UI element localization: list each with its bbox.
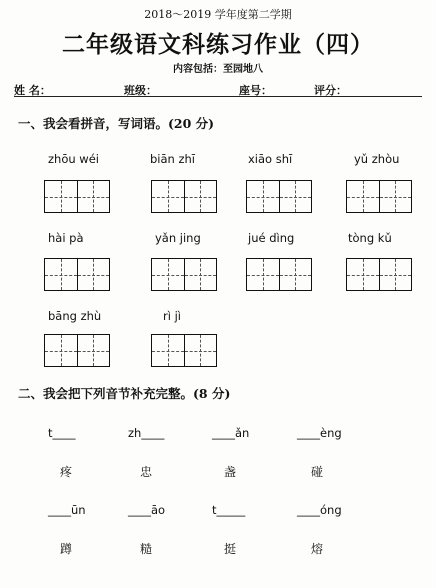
pinyin-label: bāng zhù (48, 309, 102, 323)
syllable-blank[interactable]: ____āo (128, 503, 166, 517)
hanzi-char: 糙 (140, 542, 153, 556)
term-label: 2018～2019 学年度第二学期 (144, 8, 292, 21)
content-scope: 内容包括：至园地八 (173, 64, 263, 75)
writing-grid[interactable] (44, 258, 110, 291)
pinyin-label: yǔ zhòu (354, 152, 400, 166)
syllable-blank[interactable]: ____èng (297, 426, 342, 440)
hanzi-char: 熔 (311, 542, 324, 556)
hanzi-char: 盏 (224, 465, 237, 479)
score-field-label: 评分： (314, 84, 347, 97)
syllable-blank[interactable]: ____ūn (48, 503, 86, 517)
syllable-blank[interactable]: zh____ (128, 426, 165, 440)
writing-grid[interactable] (346, 258, 412, 291)
section-2-heading: 二、我会把下列音节补充完整。(8 分) (18, 386, 231, 401)
hanzi-char: 忠 (140, 465, 153, 479)
class-field-label: 班级： (124, 84, 157, 97)
hanzi-char: 挺 (224, 542, 237, 556)
writing-grid[interactable] (151, 334, 217, 367)
syllable-blank[interactable]: ____ǎn (212, 426, 250, 440)
syllable-blank[interactable]: ____óng (297, 503, 342, 517)
section-1-heading: 一、我会看拼音，写词语。(20 分) (18, 116, 215, 131)
pinyin-label: jué dìng (248, 231, 295, 245)
pinyin-label: zhōu wéi (48, 152, 99, 166)
writing-grid[interactable] (151, 180, 217, 213)
writing-grid[interactable] (346, 180, 412, 213)
pinyin-label: biān zhī (150, 152, 196, 166)
writing-grid[interactable] (44, 180, 110, 213)
syllable-blank[interactable]: t____ (48, 426, 76, 440)
pinyin-label: rì jì (163, 309, 181, 323)
student-info-row (14, 82, 422, 96)
writing-grid[interactable] (44, 334, 110, 367)
writing-grid[interactable] (151, 258, 217, 291)
info-underline (14, 96, 422, 97)
pinyin-label: tòng kǔ (348, 231, 392, 245)
pinyin-label: xiāo shī (248, 152, 293, 166)
worksheet-title: 二年级语文科练习作业（四） (62, 31, 374, 58)
hanzi-char: 蹲 (60, 542, 73, 556)
pinyin-label: hài pà (48, 231, 84, 245)
pinyin-label: yǎn jing (155, 231, 201, 245)
seat-field-label: 座号： (239, 84, 272, 97)
writing-grid[interactable] (246, 180, 312, 213)
name-field-label: 姓 名： (14, 84, 51, 97)
hanzi-char: 碰 (311, 465, 324, 479)
writing-grid[interactable] (246, 258, 312, 291)
hanzi-char: 疼 (60, 465, 73, 479)
syllable-blank[interactable]: t_____ (212, 503, 246, 517)
